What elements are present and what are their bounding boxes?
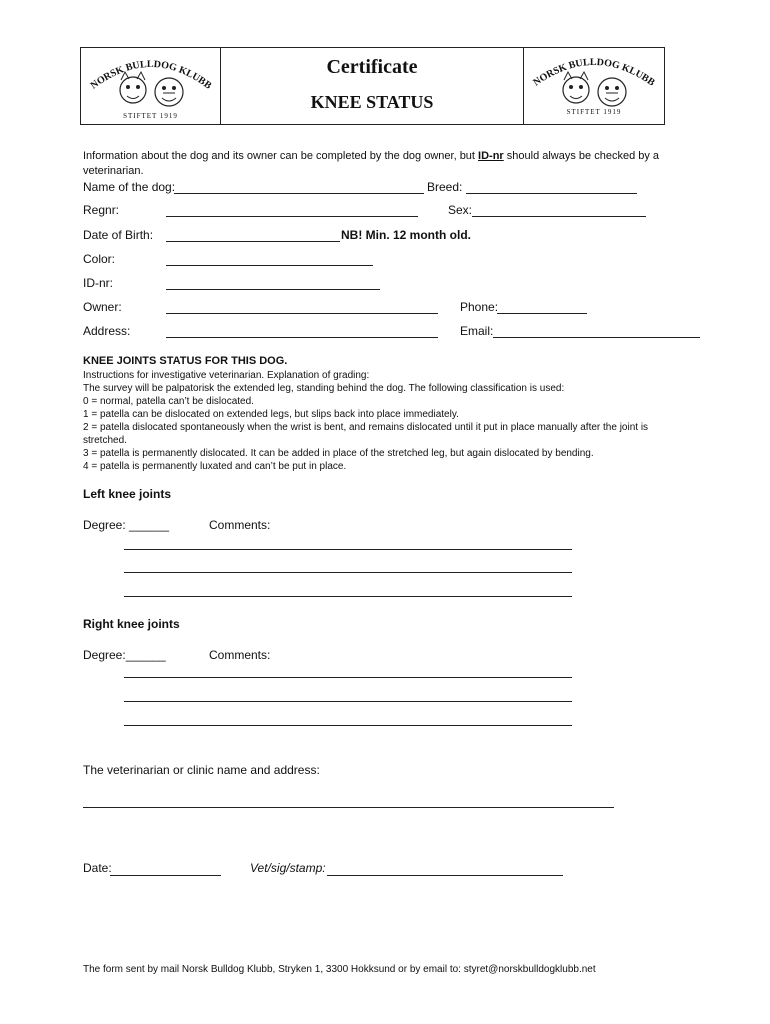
nb-note: NB! Min. 12 month old. <box>341 228 471 242</box>
logo-arc-text: NORSK BULLDOG KLUBB <box>88 58 214 92</box>
left-comment-line[interactable] <box>124 572 572 573</box>
left-comment-line[interactable] <box>124 596 572 597</box>
dob-field[interactable] <box>166 241 340 242</box>
dob-label: Date of Birth: <box>83 228 154 242</box>
instructions-heading: KNEE JOINTS STATUS FOR THIS DOG. <box>83 355 288 367</box>
vet-address-field[interactable] <box>83 807 614 808</box>
header-title-cell <box>221 48 524 124</box>
instruction-line: 1 = patella can be dislocated on extended legs, but slips back into place immediately. <box>83 409 459 420</box>
instruction-line: The survey will be palpatorisk the extended leg, standing behind the dog. The following classification is used: <box>83 383 565 394</box>
svg-text:NORSK BULLDOG KLUBB <box>531 57 656 89</box>
name-label: Name of the dog: <box>83 180 176 194</box>
phone-field[interactable] <box>497 313 587 314</box>
idnr-label: ID-nr: <box>83 276 113 290</box>
right-knee-heading: Right knee joints <box>83 617 180 631</box>
email-label: Email: <box>460 324 494 338</box>
logo-founded: STIFTET 1919 <box>123 112 178 120</box>
breed-field[interactable] <box>466 193 637 194</box>
owner-label: Owner: <box>83 300 122 314</box>
left-logo <box>81 48 221 124</box>
svg-text:NORSK BULLDOG KLUBB <box>89 59 214 92</box>
instruction-line: stretched. <box>83 435 127 446</box>
instruction-line: Instructions for investigative veterinarian. Explanation of grading: <box>83 370 370 381</box>
address-label: Address: <box>83 324 131 338</box>
email-field[interactable] <box>493 337 700 338</box>
vet-sig-label: Vet/sig/stamp: <box>250 861 326 875</box>
regnr-field[interactable] <box>166 216 418 217</box>
knee-status-title: KNEE STATUS <box>310 92 434 112</box>
color-field[interactable] <box>166 265 373 266</box>
name-field[interactable] <box>174 193 424 194</box>
certificate-header <box>80 47 665 125</box>
right-comments-label: Comments: <box>209 648 271 662</box>
left-comments-label: Comments: <box>209 518 271 532</box>
intro-paragraph <box>83 149 703 179</box>
owner-field[interactable] <box>166 313 438 314</box>
date-label: Date: <box>83 861 112 875</box>
intro-text-end: should always be checked by a veterinarian. <box>83 150 660 177</box>
logo-arc-text: NORSK BULLDOG KLUBB <box>531 56 657 89</box>
certificate-title: Certificate <box>326 56 418 78</box>
right-comment-line[interactable] <box>124 677 572 678</box>
footer-text: The form sent by mail Norsk Bulldog Klubb, Stryken 1, 3300 Hokksund or by email to: styret@norskbulldogklubb.net <box>83 964 596 975</box>
intro-text-start: Information about the dog and its owner can be completed by the dog owner, but <box>83 150 479 162</box>
phone-label: Phone: <box>460 300 499 314</box>
logo-founded: STIFTET 1919 <box>566 108 622 116</box>
right-logo <box>524 48 664 124</box>
left-comment-line[interactable] <box>124 549 572 550</box>
instruction-line: 3 = patella is permanently dislocated. It can be added in place of the stretched leg, but again dislocated by bending. <box>83 448 594 459</box>
date-field[interactable] <box>110 875 221 876</box>
breed-label: Breed: <box>427 180 463 194</box>
intro-id-nr: ID-nr <box>478 150 504 162</box>
instruction-line: 4 = patella is permanently luxated and can’t be put in place. <box>83 461 347 472</box>
idnr-field[interactable] <box>166 289 380 290</box>
left-degree-field[interactable]: Degree: ______ <box>83 518 170 532</box>
vet-sig-field[interactable] <box>327 875 563 876</box>
instruction-line: 0 = normal, patella can’t be dislocated. <box>83 396 254 407</box>
right-degree-field[interactable]: Degree:______ <box>83 648 166 662</box>
regnr-label: Regnr: <box>83 203 120 217</box>
instructions-body <box>83 369 703 473</box>
color-label: Color: <box>83 252 116 266</box>
sex-label: Sex: <box>448 203 473 217</box>
instruction-line: 2 = patella dislocated spontaneously when the wrist is bent, and remains dislocated until it put in place manually after the joint is <box>83 422 649 433</box>
vet-label: The veterinarian or clinic name and address: <box>83 763 320 777</box>
right-comment-line[interactable] <box>124 701 572 702</box>
sex-field[interactable] <box>472 216 646 217</box>
address-field[interactable] <box>166 337 438 338</box>
left-knee-heading: Left knee joints <box>83 487 172 501</box>
right-comment-line[interactable] <box>124 725 572 726</box>
